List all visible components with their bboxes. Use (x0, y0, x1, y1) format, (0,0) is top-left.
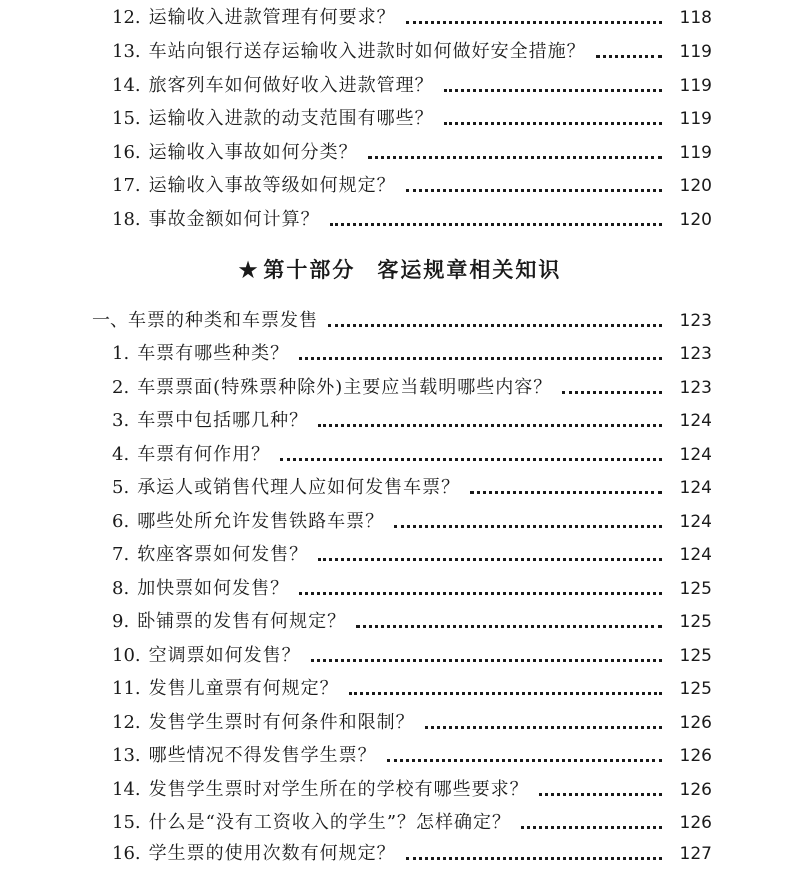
entry-number: 18. (112, 209, 141, 230)
entry-number: 7. (112, 544, 130, 565)
dot-leader (562, 389, 662, 394)
entry-page-number: 125 (679, 679, 712, 699)
entry-title: 什么是“没有工资收入的学生”？怎样确定？ (148, 812, 512, 833)
entry-title: 空调票如何发售？ (148, 645, 301, 666)
toc-entry (112, 471, 712, 505)
entry-number: 12. (112, 712, 141, 733)
entry-page-number: 123 (679, 378, 712, 398)
dot-leader (387, 757, 662, 762)
dot-leader (318, 556, 662, 561)
toc-entry (112, 672, 712, 706)
entry-number: 10. (112, 645, 141, 666)
toc-entry (112, 538, 712, 572)
toc-entry (112, 102, 712, 136)
dot-leader (406, 187, 662, 192)
entry-number: 17. (112, 175, 141, 196)
entry-title: 车站向银行送存运输收入进款时如何做好安全措施？ (148, 41, 586, 62)
toc-entry (112, 1, 712, 35)
toc-entry (112, 203, 712, 237)
dot-leader (318, 422, 662, 427)
entry-number: 5. (112, 477, 130, 498)
entry-title: 哪些情况不得发售学生票？ (148, 745, 377, 766)
entry-page-number: 126 (679, 746, 712, 766)
toc-entry (112, 837, 712, 871)
entry-title: 运输收入进款的动支范围有哪些？ (148, 108, 434, 129)
section-heading (0, 250, 800, 290)
entry-number: 14. (112, 779, 141, 800)
entry-page-number: 126 (679, 780, 712, 800)
section-part: 第十部分 (263, 257, 356, 282)
entry-title: 发售学生票时有何条件和限制？ (148, 712, 415, 733)
toc-entry (112, 136, 712, 170)
toc-entry (112, 639, 712, 673)
entry-page-number: 120 (679, 210, 712, 230)
entry-number: 13. (112, 745, 141, 766)
subsection-page-number: 123 (679, 311, 712, 331)
entry-page-number: 119 (679, 109, 712, 129)
entry-title: 运输收入事故如何分类？ (148, 142, 358, 163)
entry-page-number: 126 (679, 713, 712, 733)
toc-entry (112, 337, 712, 371)
entry-page-number: 124 (679, 545, 712, 565)
toc-entry (112, 69, 712, 103)
dot-leader (539, 791, 662, 796)
toc-entry (112, 773, 712, 807)
toc-entry (112, 739, 712, 773)
entry-number: 16. (112, 142, 141, 163)
entry-title: 车票票面(特殊票种除外)主要应当载明哪些内容？ (137, 377, 553, 398)
entry-title: 加快票如何发售？ (137, 578, 290, 599)
entry-page-number: 119 (679, 42, 712, 62)
entry-title: 车票有何作用？ (137, 444, 271, 465)
entry-number: 3. (112, 410, 130, 431)
dot-leader (425, 724, 662, 729)
dot-leader (394, 523, 662, 528)
entry-number: 9. (112, 611, 130, 632)
entry-title: 承运人或销售代理人应如何发售车票？ (137, 477, 461, 498)
entry-number: 13. (112, 41, 141, 62)
entry-number: 15. (112, 108, 141, 129)
entry-page-number: 124 (679, 478, 712, 498)
dot-leader (368, 154, 662, 159)
toc-entry (112, 806, 712, 840)
toc-entry (112, 35, 712, 69)
entry-title: 学生票的使用次数有何规定？ (148, 843, 396, 864)
dot-leader (521, 824, 662, 829)
toc-entry (112, 169, 712, 203)
subsection-number: 一、 (92, 310, 128, 331)
entry-page-number: 127 (679, 844, 712, 864)
subsection-title: 车票的种类和车票发售 (128, 310, 318, 331)
entry-page-number: 125 (679, 646, 712, 666)
entry-number: 12. (112, 7, 141, 28)
entry-title: 运输收入进款管理有何要求？ (148, 7, 396, 28)
entry-title: 运输收入事故等级如何规定？ (148, 175, 396, 196)
entry-title: 卧铺票的发售有何规定？ (137, 611, 347, 632)
toc-entry (112, 371, 712, 405)
entry-title: 事故金额如何计算？ (148, 209, 320, 230)
dot-leader (328, 322, 662, 327)
toc-entry (112, 438, 712, 472)
entry-title: 软座客票如何发售？ (137, 544, 309, 565)
entry-number: 1. (112, 343, 130, 364)
entry-page-number: 126 (679, 813, 712, 833)
entry-page-number: 119 (679, 76, 712, 96)
entry-number: 16. (112, 843, 141, 864)
dot-leader (311, 657, 662, 662)
dot-leader (330, 221, 662, 226)
entry-number: 6. (112, 511, 130, 532)
entry-page-number: 124 (679, 512, 712, 532)
entry-page-number: 123 (679, 344, 712, 364)
entry-number: 2. (112, 377, 130, 398)
star-icon: ★ (238, 257, 260, 282)
toc-entry (112, 572, 712, 606)
dot-leader (280, 456, 662, 461)
entry-number: 4. (112, 444, 130, 465)
entry-number: 11. (112, 678, 141, 699)
entry-title: 车票有哪些种类？ (137, 343, 290, 364)
entry-title: 发售儿童票有何规定？ (148, 678, 339, 699)
entry-page-number: 124 (679, 411, 712, 431)
entry-title: 旅客列车如何做好收入进款管理？ (148, 75, 434, 96)
entry-number: 8. (112, 578, 130, 599)
entry-number: 14. (112, 75, 141, 96)
dot-leader (596, 53, 662, 58)
toc-subsection (92, 304, 712, 338)
dot-leader (470, 489, 662, 494)
dot-leader (299, 590, 662, 595)
toc-entry (112, 404, 712, 438)
entry-title: 哪些处所允许发售铁路车票？ (137, 511, 385, 532)
entry-page-number: 124 (679, 445, 712, 465)
dot-leader (444, 87, 662, 92)
dot-leader (356, 623, 662, 628)
entry-page-number: 118 (679, 8, 712, 28)
entry-page-number: 120 (679, 176, 712, 196)
entry-page-number: 119 (679, 143, 712, 163)
toc-entry (112, 505, 712, 539)
section-title: 客运规章相关知识 (377, 257, 562, 282)
dot-leader (299, 355, 662, 360)
entry-number: 15. (112, 812, 141, 833)
dot-leader (406, 19, 662, 24)
entry-title: 发售学生票时对学生所在的学校有哪些要求？ (148, 779, 529, 800)
toc-entry (112, 605, 712, 639)
entry-page-number: 125 (679, 612, 712, 632)
toc-entry (112, 706, 712, 740)
dot-leader (444, 120, 662, 125)
entry-page-number: 125 (679, 579, 712, 599)
dot-leader (349, 690, 662, 695)
entry-title: 车票中包括哪几种？ (137, 410, 309, 431)
dot-leader (406, 855, 662, 860)
